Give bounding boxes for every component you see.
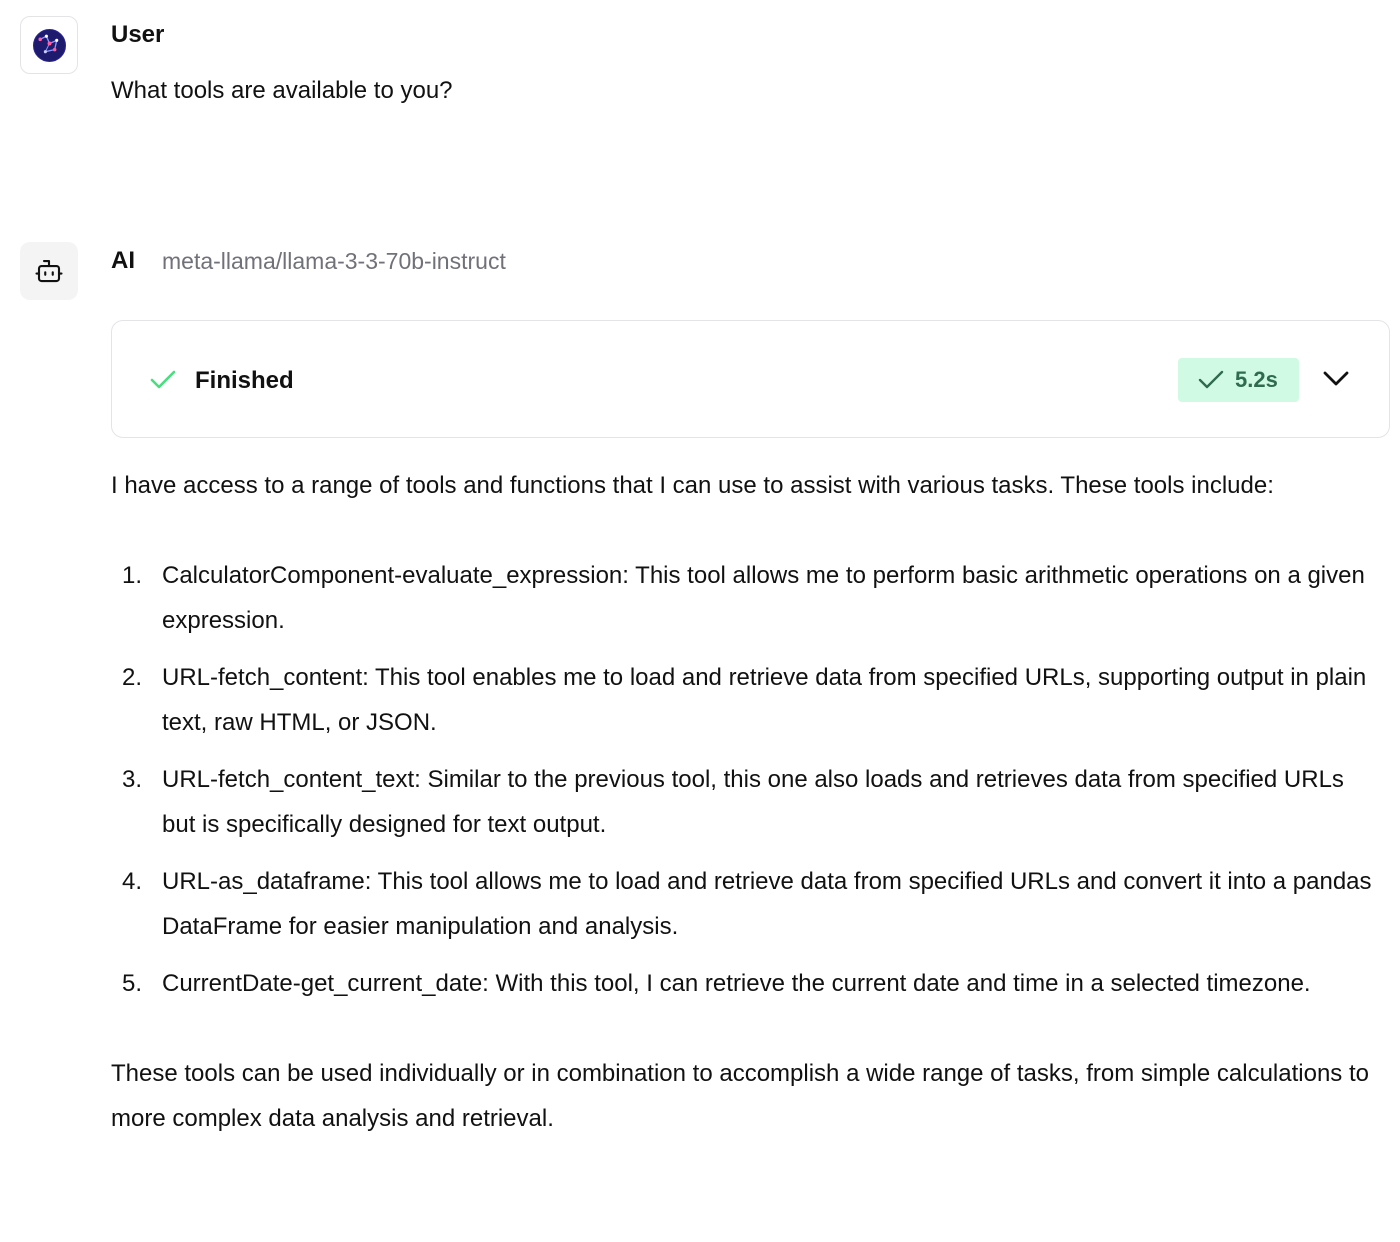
duration-badge: [1178, 358, 1299, 402]
list-item-number: 4.: [122, 868, 143, 895]
check-icon: [150, 369, 176, 391]
list-item-text: URL-fetch_content: This tool enables me to load and retrieve data from specified URLs, supporting output in plain text, raw HTML, or JSON.: [162, 664, 1367, 736]
list-item: [111, 859, 1381, 949]
list-item-number: 3.: [122, 766, 143, 793]
list-item: [111, 961, 1381, 1006]
user-avatar: [20, 16, 78, 74]
ai-sender-name: AI: [111, 247, 135, 274]
model-name: meta-llama/llama-3-3-70b-instruct: [162, 248, 506, 274]
chevron-down-icon[interactable]: [1322, 368, 1350, 388]
constellation-icon: [33, 29, 66, 62]
list-item-text: CurrentDate-get_current_date: With this tool, I can retrieve the current date and time in a selected timezone.: [162, 970, 1311, 997]
status-label: Finished: [195, 367, 294, 394]
bot-icon: [34, 256, 64, 286]
response-intro: I have access to a range of tools and functions that I can use to assist with various tasks. These tools include:: [111, 472, 1274, 499]
list-item-number: 5.: [122, 970, 143, 997]
list-item-text: URL-fetch_content_text: Similar to the previous tool, this one also loads and retrieves data from specified URLs but is specifically designed for text output.: [162, 766, 1344, 838]
list-item-text: CalculatorComponent-evaluate_expression: This tool allows me to perform basic arithmetic operations on a given expression.: [162, 562, 1365, 634]
list-item: [111, 655, 1381, 745]
tool-list: [111, 553, 1381, 1006]
tool-status-card[interactable]: [111, 320, 1390, 438]
list-item-number: 1.: [122, 562, 143, 589]
list-item-number: 2.: [122, 664, 143, 691]
user-message-text: What tools are available to you?: [111, 77, 453, 104]
list-item-text: URL-as_dataframe: This tool allows me to load and retrieve data from specified URLs and convert it into a pandas DataFrame for easier manipulation and analysis.: [162, 868, 1372, 940]
ai-avatar: [20, 242, 78, 300]
list-item: [111, 757, 1381, 847]
response-conclusion: These tools can be used individually or in combination to accomplish a wide range of tasks, from simple calculations to more complex data analysis and retrieval.: [111, 1060, 1369, 1132]
check-icon: [1198, 369, 1224, 391]
ai-response: [111, 463, 1381, 1141]
list-item: [111, 553, 1381, 643]
duration-label: 5.2s: [1235, 367, 1278, 392]
user-sender-name: User: [111, 21, 165, 48]
